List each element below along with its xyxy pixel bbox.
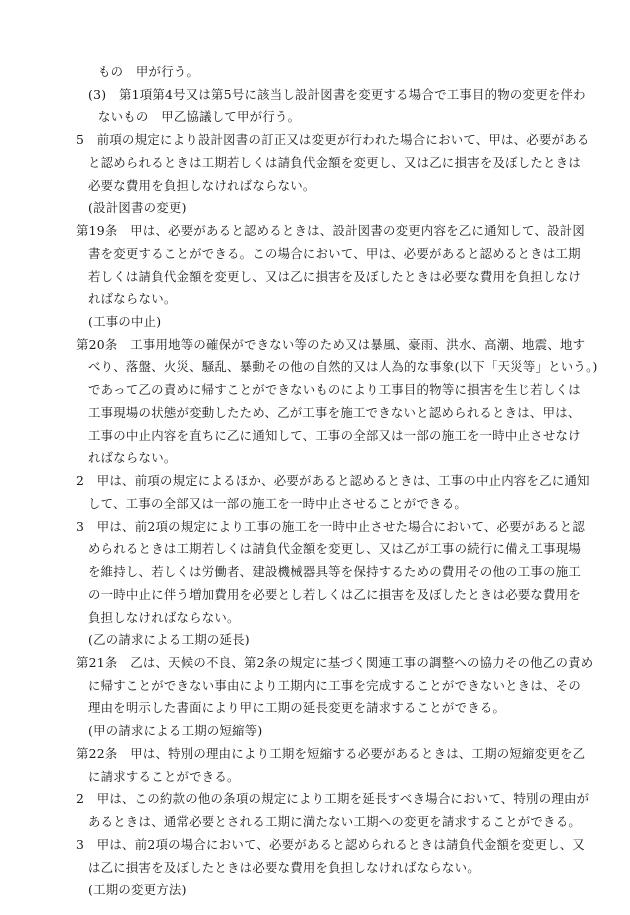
- text-line: 工事の中止内容を直ちに乙に通知して、工事の全部又は一部の施工を一時中止させなけ: [88, 428, 581, 443]
- text-line: 理由を明示した書面により甲に工期の延長変更を請求することができる。: [88, 700, 506, 715]
- article-line: 第21条 乙は、天候の不良、第2条の規定に基づく関連工事の調整への協力その他乙の責め: [76, 655, 594, 670]
- section-heading: (乙の請求による工期の延長): [88, 632, 250, 647]
- text-line: 3 甲は、前2項の場合において、必要があると認められるときは請負代金額を変更し、又: [76, 837, 586, 852]
- text-line: あるときは、通常必要とされる工期に満たない工期への変更を請求することができる。: [88, 814, 581, 829]
- text-line: 負担しなければならない。: [88, 610, 240, 625]
- section-heading: (工期の変更方法): [88, 882, 187, 897]
- text-line: して、工事の全部又は一部の施工を一時中止させることができる。: [88, 496, 467, 511]
- text-line: 若しくは請負代金額を変更し、又は乙に損害を及ぼしたときは必要な費用を負担しなけ: [88, 269, 581, 284]
- section-heading: (甲の請求による工期の短縮等): [88, 723, 263, 738]
- text-line: められるときは工期若しくは請負代金額を変更し、又は乙が工事の続行に備え工事現場: [88, 541, 581, 556]
- text-line: であって乙の責めに帰すことができないものにより工事目的物等に損害を生じ若しくは: [88, 382, 581, 397]
- text-line: ればならない。: [88, 450, 177, 465]
- section-heading: (設計図書の変更): [88, 200, 187, 215]
- text-line: と認められるときは工期若しくは請負代金額を変更し、又は乙に損害を及ぼしたときは: [88, 155, 581, 170]
- text-line: に帰すことができない事由により工期内に工事を完成することができないときは、その: [88, 678, 581, 693]
- article-line: 第20条 工事用地等の確保ができない等のため又は暴風、豪雨、洪水、高潮、地震、地す: [76, 337, 586, 352]
- text-line: 工事現場の状態が変動したため、乙が工事を施工できないと認められるときは、甲は、: [88, 405, 581, 420]
- text-line: 書を変更することができる。この場合において、甲は、必要があると認めるときは工期: [88, 246, 581, 261]
- text-line: の一時中止に伴う増加費用を必要とし若しくは乙に損害を及ぼしたときは必要な費用を: [88, 587, 581, 602]
- text-line: を維持し、若しくは労働者、建設機械器具等を保持するための費用その他の工事の施工: [88, 564, 581, 579]
- text-line: 5 前項の規定により設計図書の訂正又は変更が行われた場合において、甲は、必要がある: [76, 132, 590, 147]
- article-line: 第22条 甲は、特別の理由により工期を短縮する必要があるときは、工期の短縮変更を乙: [76, 746, 586, 761]
- text-line: 2 甲は、前項の規定によるほか、必要があると認めるときは、工事の中止内容を乙に通知: [76, 473, 590, 488]
- text-line: 2 甲は、この約款の他の条項の規定により工期を延長すべき場合において、特別の理由が: [76, 791, 590, 806]
- text-line: ないもの 甲乙協議して甲が行う。: [98, 109, 301, 124]
- text-line: に請求することができる。: [88, 769, 240, 784]
- text-line: ればならない。: [88, 291, 177, 306]
- section-heading: (工事の中止): [88, 314, 162, 329]
- text-line: べり、落盤、火災、騒乱、暴動その他の自然的又は人為的な事象(以下「天災等」という。): [88, 359, 598, 374]
- text-line: 必要な費用を負担しなければならない。: [88, 178, 316, 193]
- article-line: 第19条 甲は、必要があると認めるときは、設計図書の変更内容を乙に通知して、設計図: [76, 223, 586, 238]
- text-line: 3 甲は、前2項の規定により工事の施工を一時中止させた場合において、必要があると認: [76, 519, 586, 534]
- text-line: もの 甲が行う。: [98, 64, 200, 79]
- text-line: は乙に損害を及ぼしたときは必要な費用を負担しなければならない。: [88, 860, 480, 875]
- section-heading: (3) 第1項第4号又は第5号に該当し設計図書を変更する場合で工事目的物の変更を伴わ: [88, 87, 586, 102]
